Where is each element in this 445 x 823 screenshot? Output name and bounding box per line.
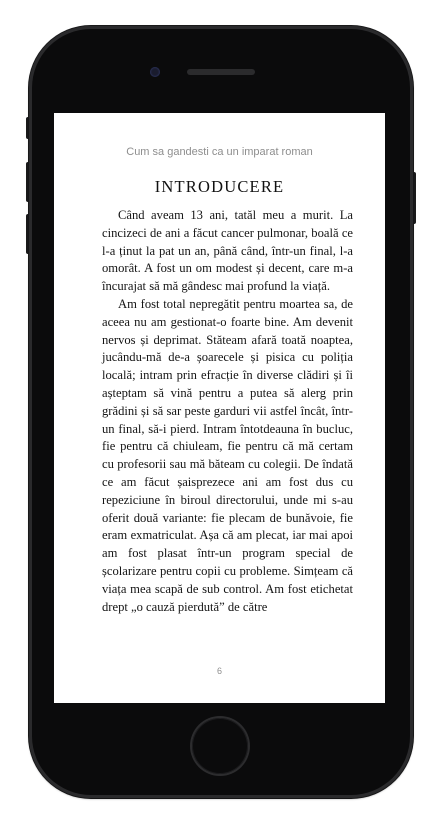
- paragraph: Când aveam 13 ani, tatăl meu a murit. La cincizeci de ani a făcut cancer pulmonar, boală ce l-a ținut la pat un an, până când, într-un final, l-a omorât. A fost un om modest și decent, care m-a încurajat să mă gândesc mai profund la viață.: [102, 208, 353, 294]
- power-button: [412, 172, 416, 224]
- mute-switch: [26, 117, 30, 139]
- earpiece-speaker-icon: [187, 69, 255, 75]
- page-body: [102, 207, 353, 616]
- paragraph: Am fost total nepregătit pentru moartea sa, de aceea nu am gestionat-o foarte bine. Am devenit nervos și deprimat. Stăteam afară toată noaptea, jucându-mă de-a șoarecele și pisica cu poliția locală; intram prin efracție în diverse clădiri și îi așteptam să vină pentru a putea să alerg prin grădini și să sar peste garduri vii astfel încât, într-un final, să-i pierd. Intram întotdeauna în bucluc, fie pentru că chiuleam, fie pentru că mă certam cu profesorii sau mă băteam cu colegii. De îndată ce am făcut șaisprezece ani am fost dus cu repeziciune în biroul directorului, unde mi s-au oferit două variante: fie plecam de bunăvoie, fie eram exmatriculat. Așa că am plecat, iar mai apoi am fost plasat într-un program special de școlarizare pentru copii cu probleme. Simțeam că viața mea scapă de sub control. Am fost etichetat drept „o cauză pierdută” de către: [102, 296, 353, 614]
- page-number: 6: [216, 666, 222, 676]
- reader-screen[interactable]: [54, 113, 385, 703]
- volume-up-button: [26, 162, 30, 202]
- home-button-icon[interactable]: [192, 718, 248, 774]
- book-title: Cum sa gandesti ca un imparat roman: [126, 146, 313, 158]
- chapter-heading: INTRODUCERE: [154, 177, 285, 196]
- volume-down-button: [26, 214, 30, 254]
- front-camera-icon: [150, 67, 160, 77]
